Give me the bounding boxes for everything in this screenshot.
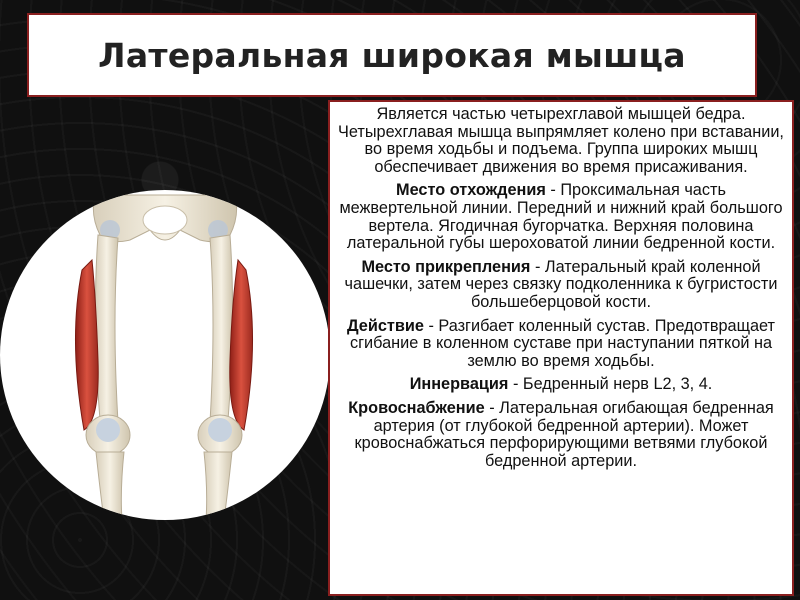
origin-heading: Место отхождения: [396, 181, 546, 200]
innervation-heading: Иннервация: [409, 375, 509, 394]
action-heading: Действие: [346, 316, 424, 335]
description-panel: [328, 100, 794, 596]
insertion-text: - Латеральный край коленной чашечки, затем через связку подколенника к бугристости большеберцовой кости.: [344, 257, 778, 311]
blood-supply-heading: Кровоснабжение: [348, 398, 485, 417]
intro-paragraph: [336, 106, 786, 176]
origin-text: - Проксимальная часть межвертельной линии. Передний и нижний край большого вертела. Ягодичная бугорчатка. Верхняя половина латеральной губы шероховатой линии бедренной кости.: [339, 181, 783, 253]
anatomy-image: [0, 190, 330, 520]
left-femur: [95, 235, 118, 422]
blood-supply-paragraph: [336, 400, 786, 470]
slide-title: Латеральная широкая мышца: [98, 35, 686, 75]
blood-supply-text: - Латеральная огибающая бедренная артерия (от глубокой бедренной артерии). Может кровоснабжаться перфорирующими ветвями глубокой бедренной артерии.: [354, 398, 774, 470]
insertion-paragraph: [336, 259, 786, 312]
knees: [86, 415, 242, 455]
action-paragraph: [336, 318, 786, 371]
left-vastus-lateralis: [75, 260, 98, 430]
pelvis: [93, 195, 236, 242]
innervation-paragraph: [336, 376, 786, 394]
title-box: [27, 13, 757, 97]
origin-paragraph: [336, 182, 786, 252]
right-vastus-lateralis: [230, 260, 253, 430]
insertion-heading: Место прикрепления: [361, 257, 531, 276]
right-femur: [210, 235, 233, 422]
action-text: - Разгибает коленный сустав. Предотвращает сгибание в коленном суставе при наступании пяткой на землю во время ходьбы.: [349, 316, 776, 370]
innervation-text: - Бедренный нерв L2, 3, 4.: [508, 375, 713, 394]
intro-text: Является частью четырехглавой мышцей бедра. Четырехглавая мышца выпрямляет колено при вставании, во время ходьбы и подъема. Группа широких мышц обеспечивает движения во время присаживания.: [338, 105, 784, 176]
leg-muscles-illustration: [0, 190, 330, 520]
